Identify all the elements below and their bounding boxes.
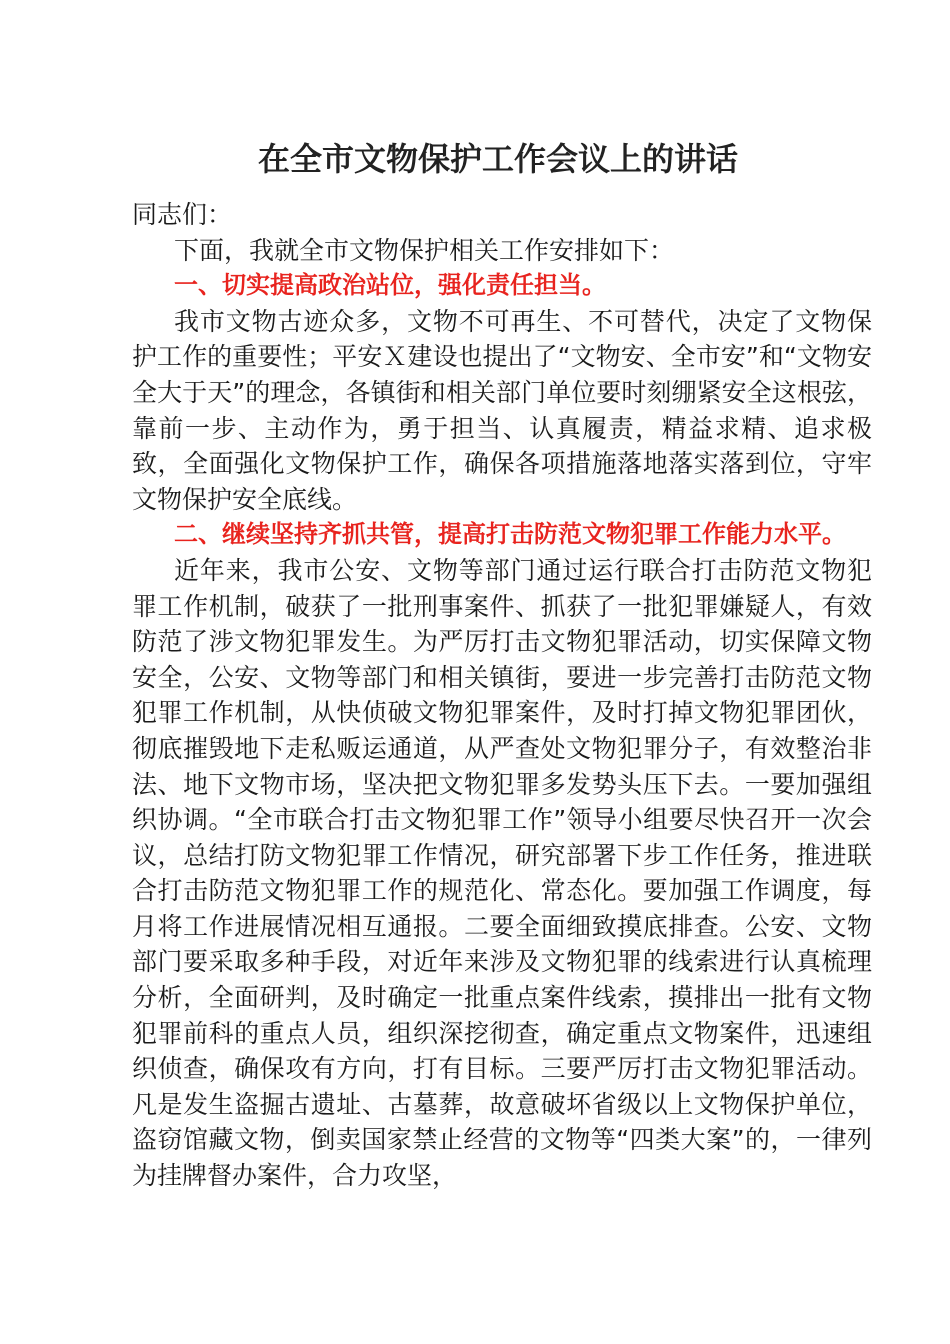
intro-paragraph: 下面，我就全市文物保护相关工作安排如下：	[174, 235, 675, 265]
section-1-heading: 一、切实提高政治站位，强化责任担当。	[174, 271, 606, 300]
section-2-body: 近年来，我市公安、文物等部门通过运行联合打击防范文物犯罪工作机制，破获了一批刑事案件、抓获了一批犯罪嫌疑人，有效防范了涉文物犯罪发生。为严厉打击文物犯罪活动，切实保障文物安全，公安、文物等部门和相关镇街，要进一步完善打击防范文物犯罪工作机制，从快侦破文物犯罪案件，及时打掉文物犯罪团伙，彻底摧毁地下走私贩运通道，从严查处文物犯罪分子，有效整治非法、地下文物市场，坚决把文物犯罪多发势头压下去。一要加强组织协调。“全市联合打击文物犯罪工作”领导小组要尽快召开一次会议，总结打防文物犯罪工作情况，研究部署下步工作任务，推进联合打击防范文物犯罪工作的规范化、常态化。要加强工作调度，每月将工作进展情况相互通报。二要全面细致摸底排查。公安、文物部门要采取多种手段，对近年来涉及文物犯罪的线索进行认真梳理分析，全面研判，及时确定一批重点案件线索，摸排出一批有文物犯罪前科的重点人员，组织深挖彻查，确定重点文物案件，迅速组织侦查，确保攻有方向，打有目标。三要严厉打击文物犯罪活动。凡是发生盗掘古遗址、古墓葬，故意破坏省级以上文物保护单位，盗窃馆藏文物，倒卖国家禁止经营的文物等“四类大案”的，一律列为挂牌督办案件，合力攻坚，	[132, 555, 872, 1191]
document-page	[132, 135, 872, 1194]
section-2-heading: 二、继续坚持齐抓共管，提高打击防范文物犯罪工作能力水平。	[174, 520, 846, 549]
salutation: 同志们：	[132, 200, 233, 229]
document-title: 在全市文物保护工作会议上的讲话	[257, 140, 738, 178]
section-1-body: 我市文物古迹众多，文物不可再生、不可替代，决定了文物保护工作的重要性；平安Ｘ建设也提出了“文物安、全市安”和“文物安全大于天”的理念，各镇街和相关部门单位要时刻绷紧安全这根弦，靠前一步、主动作为，勇于担当、认真履责，精益求精、追求极致，全面强化文物保护工作，确保各项措施落地落实落到位，守牢文物保护安全底线。	[132, 306, 872, 514]
